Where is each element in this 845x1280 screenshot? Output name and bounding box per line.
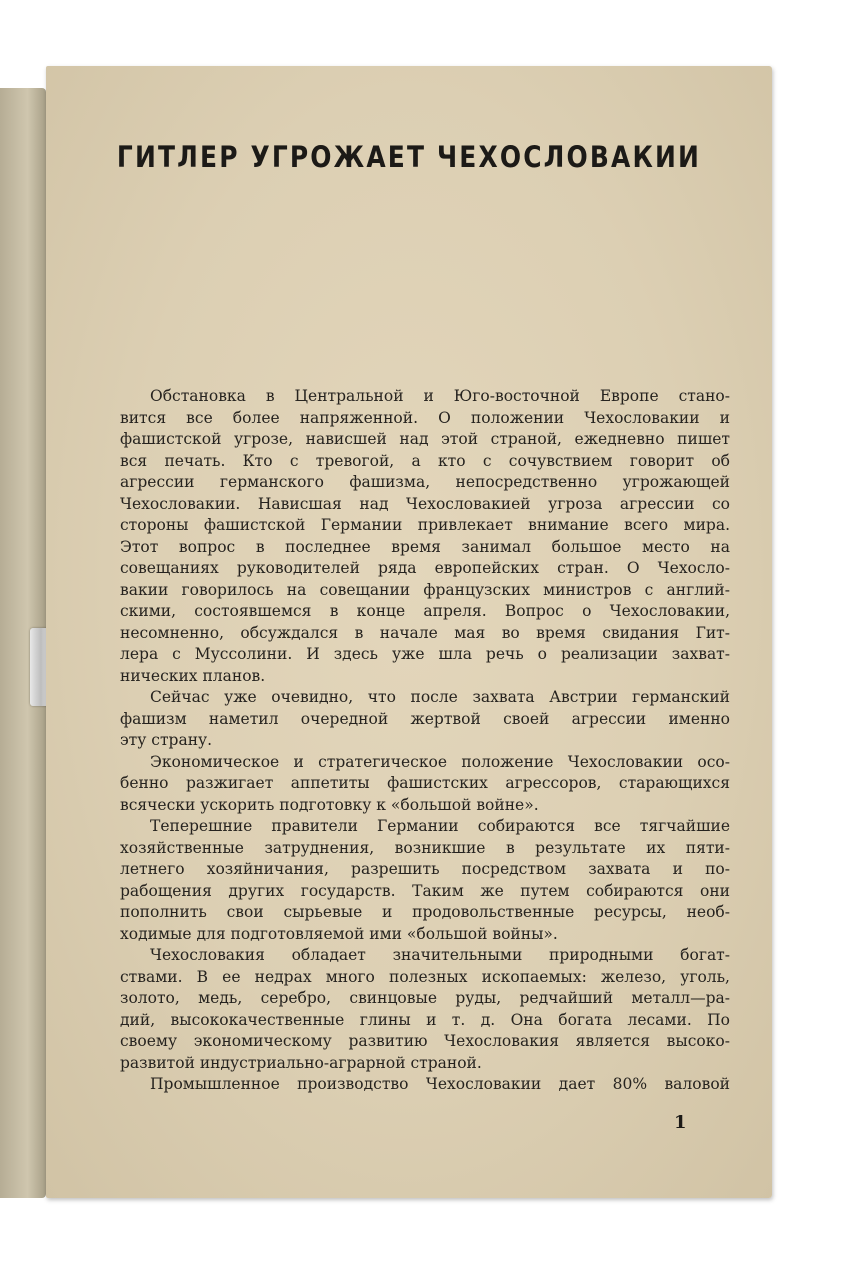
- text-line: эту страну.: [120, 731, 213, 749]
- text-line: нических планов.: [120, 666, 266, 685]
- text-line: развитой индустриально-аграрной страной.: [120, 1053, 482, 1072]
- text-line: дий, высококачественные глины и т. д. Она богата лесами. По: [120, 1010, 730, 1029]
- text-line: Экономическое и стратегическое положение Чехословакии осо-: [150, 752, 730, 771]
- text-line: стороны фашистской Германии привлекает внимание всего мира.: [120, 516, 730, 534]
- text-line: вся печать. Кто с тревогой, а кто с сочувствием говорит об: [120, 451, 730, 470]
- text-line: несомненно, обсуждался в начале мая во время свидания Гит-: [120, 623, 730, 642]
- text-line: Этот вопрос в последнее время занимал большое место на: [120, 537, 730, 556]
- text-line: всячески ускорить подготовку к «большой войне».: [120, 795, 539, 814]
- text-line: золото, медь, серебро, свинцовые руды, редчайший металл—ра-: [120, 989, 730, 1007]
- text-line: хозяйственные затруднения, возникшие в результате их пяти-: [120, 838, 730, 857]
- text-line: Сейчас уже очевидно, что после захвата Австрии германский: [150, 688, 730, 706]
- text-line: ходимые для подготовляемой ими «большой войны».: [120, 924, 558, 943]
- text-line: совещаниях руководителей ряда европейских стран. О Чехосло-: [120, 559, 730, 577]
- text-line: Обстановка в Центральной и Юго-восточной Европе стано-: [150, 387, 730, 405]
- text-line: своему экономическому развитию Чехословакия является высоко-: [120, 1032, 730, 1050]
- page-number: 1: [674, 1112, 687, 1133]
- text-line: скими, состоявшемся в конце апреля. Вопрос о Чехословакии,: [120, 602, 730, 620]
- text-line: вится все более напряженной. О положении Чехословакии и: [120, 408, 730, 427]
- book-page: [46, 66, 772, 1198]
- text-line: рабощения других государств. Таким же путем собираются они: [120, 881, 730, 900]
- text-line: агрессии германского фашизма, непосредственно угрожающей: [120, 473, 730, 491]
- text-line: бенно разжигает аппетиты фашистских агрессоров, старающихся: [120, 774, 730, 792]
- text-line: фашизм наметил очередной жертвой своей агрессии именно: [120, 709, 730, 728]
- text-line: пополнить свои сырьевые и продовольственные ресурсы, необ-: [120, 903, 730, 921]
- text-line: лера с Муссолини. И здесь уже шла речь о реализации захват-: [120, 645, 730, 663]
- text-line: вакии говорилось на совещании французских министров с англий-: [120, 580, 730, 599]
- page-title: ГИТЛЕР УГРОЖАЕТ ЧЕХОСЛОВАКИИ: [116, 140, 702, 174]
- body-text: [120, 386, 730, 1096]
- text-line: фашистской угрозе, нависшей над этой страной, ежедневно пишет: [120, 430, 730, 448]
- text-line: Чехословакия обладает значительными природными богат-: [150, 946, 730, 964]
- text-line: Чехословакии. Нависшая над Чехословакией угроза агрессии со: [120, 494, 730, 513]
- text-line: летнего хозяйничания, разрешить посредством захвата и по-: [120, 860, 730, 878]
- text-line: Промышленное производство Чехословакии дает 80% валовой: [150, 1075, 730, 1093]
- text-line: Теперешние правители Германии собираются все тягчайшие: [150, 817, 730, 835]
- text-line: ствами. В ее недрах много полезных ископаемых: железо, уголь,: [120, 967, 730, 986]
